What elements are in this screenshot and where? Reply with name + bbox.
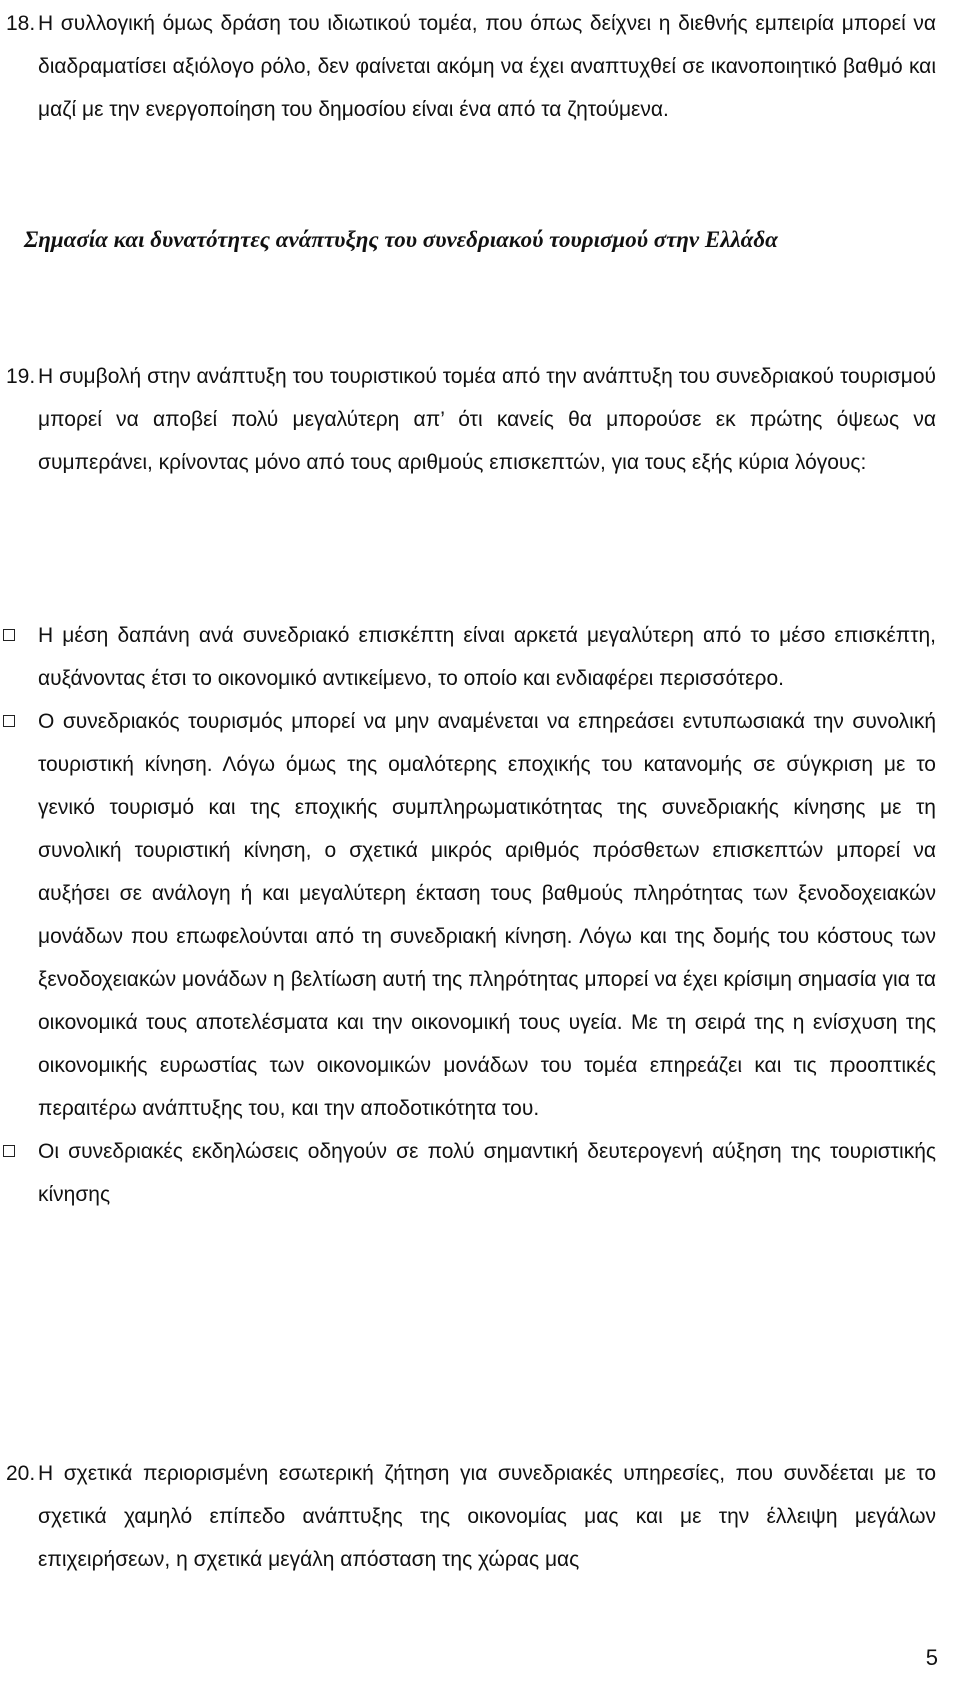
checkbox-square-icon	[3, 629, 15, 641]
paragraph-number: 20.	[6, 1462, 36, 1485]
bullet-item	[38, 1130, 936, 1216]
bullet-item	[38, 700, 936, 1130]
paragraph-text: Η σχετικά περιορισμένη εσωτερική ζήτηση για συνεδριακές υπηρεσίες, που συνδέεται με το σχετικά χαμηλό επίπεδο ανάπτυξης της οικονομίας μας και με την έλλειψη μεγάλων επιχειρήσεων, η σχετικά μεγάλη απόσταση της χώρας μας	[38, 1462, 936, 1571]
bullet-list	[38, 614, 936, 1216]
paragraph-text: Η συλλογική όμως δράση του ιδιωτικού τομέα, που όπως δείχνει η διεθνής εμπειρία μπορεί να διαδραματίσει αξιόλογο ρόλο, δεν φαίνεται ακόμη να έχει αναπτυχθεί σε ικανοποιητικό βαθμό και μαζί με την ενεργοποίηση του δημοσίου είναι ένα από τα ζητούμενα.	[38, 12, 936, 121]
bullet-text: Οι συνεδριακές εκδηλώσεις οδηγούν σε πολύ σημαντική δευτερογενή αύξηση της τουριστικής κίνησης	[38, 1140, 936, 1206]
bullet-item	[38, 614, 936, 700]
paragraph-19	[6, 355, 936, 484]
paragraph-number: 18.	[6, 12, 36, 35]
paragraph-18	[6, 2, 936, 131]
section-heading: Σημασία και δυνατότητες ανάπτυξης του συνεδριακού τουρισμού στην Ελλάδα	[24, 227, 778, 252]
paragraph-number: 19.	[6, 365, 36, 388]
checkbox-square-icon	[3, 1145, 15, 1157]
checkbox-square-icon	[3, 715, 15, 727]
paragraph-20	[6, 1452, 936, 1581]
page-number: 5	[925, 1645, 938, 1670]
bullet-text: Ο συνεδριακός τουρισμός μπορεί να μην αναμένεται να επηρεάσει εντυπωσιακά την συνολική τουριστική κίνηση. Λόγω όμως της ομαλότερης εποχικής του κατανομής σε σύγκριση με το γενικό τουρισμό και της εποχικής συμπληρωματικότητας της συνεδριακής κίνησης με τη συνολική τουριστική κίνηση, ο σχετικά μικρός αριθμός πρόσθετων επισκεπτών μπορεί να αυξήσει σε ανάλογη ή και μεγαλύτερη έκταση τους βαθμούς πληρότητας των ξενοδοχειακών μονάδων που επωφελούνται από τη συνεδριακή κίνηση. Λόγω και της δομής του κόστους των ξενοδοχειακών μονάδων η βελτίωση αυτή της πληρότητας μπορεί να έχει κρίσιμη σημασία για τα οικονομικά τους αποτελέσματα και την οικονομική τους υγεία. Με τη σειρά της η ενίσχυση της οικονομικής ευρωστίας των οικονομικών μονάδων του τομέα επηρεάζει και τις προοπτικές περαιτέρω ανάπτυξης του, και την αποδοτικότητα του.	[38, 710, 936, 1120]
bullet-text: Η μέση δαπάνη ανά συνεδριακό επισκέπτη είναι αρκετά μεγαλύτερη από το μέσο επισκέπτη, αυξάνοντας έτσι το οικονομικό αντικείμενο, το οποίο και ενδιαφέρει περισσότερο.	[38, 624, 936, 690]
paragraph-text: Η συμβολή στην ανάπτυξη του τουριστικού τομέα από την ανάπτυξη του συνεδριακού τουρισμού μπορεί να αποβεί πολύ μεγαλύτερη απ’ ότι κανείς θα μπορούσε εκ πρώτης όψεως να συμπεράνει, κρίνοντας μόνο από τους αριθμούς επισκεπτών, για τους εξής κύρια λόγους:	[38, 365, 936, 474]
